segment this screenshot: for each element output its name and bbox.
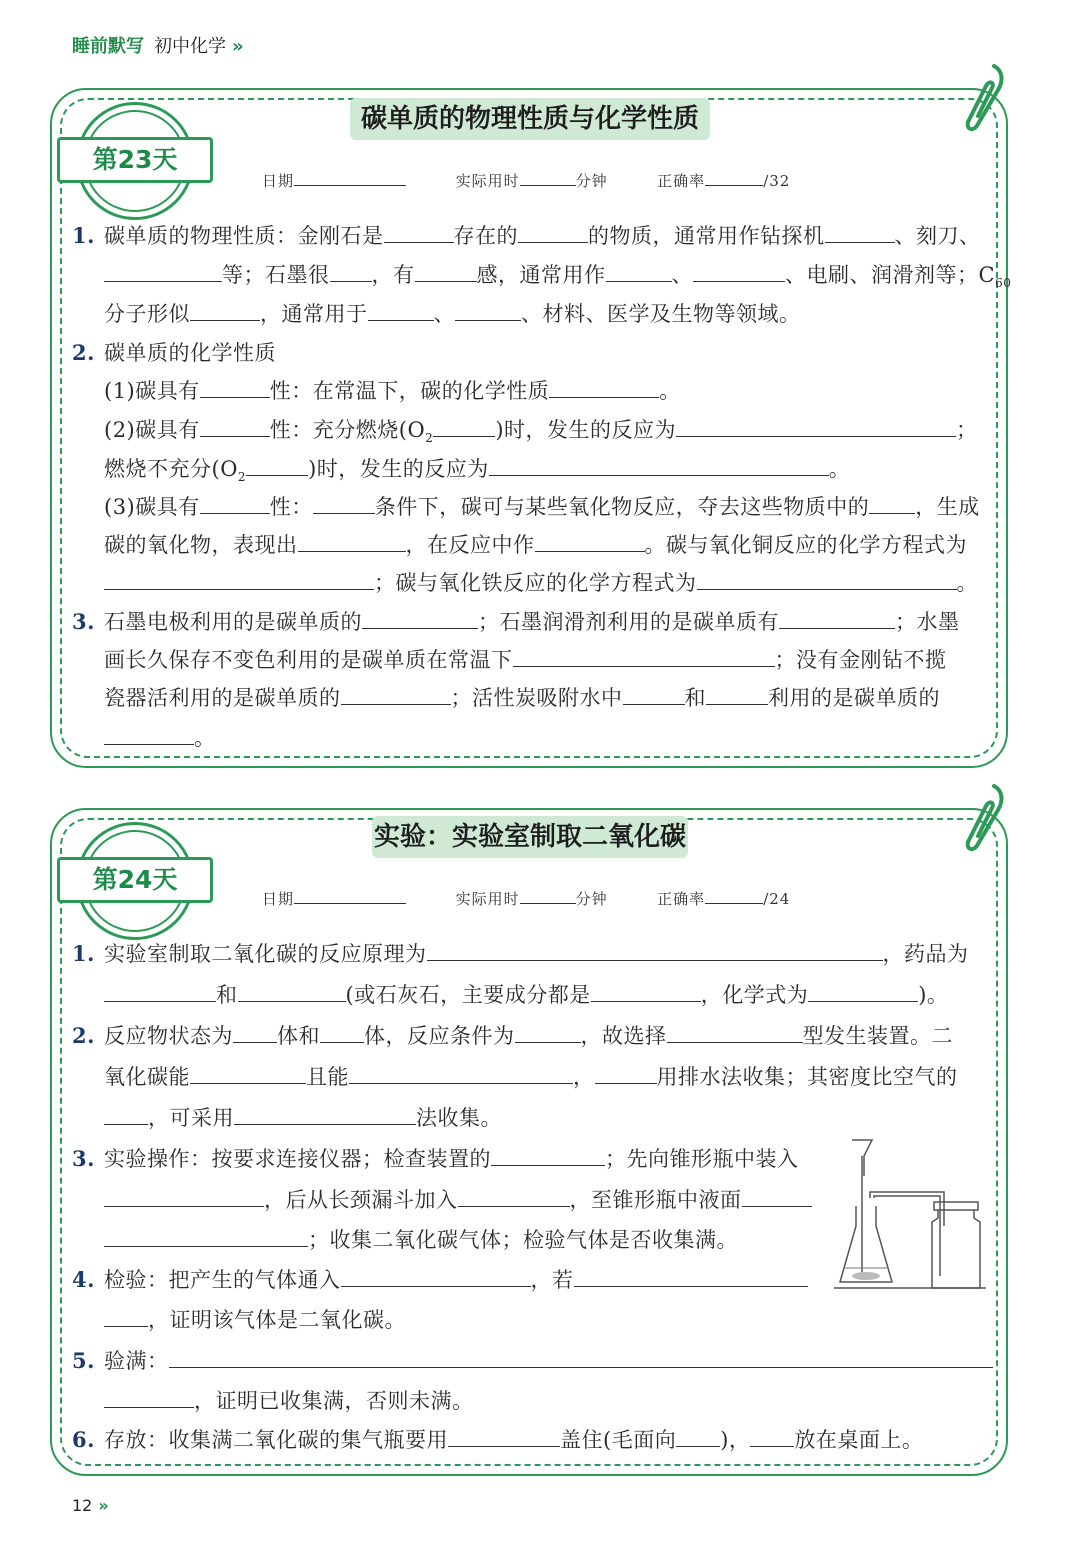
day23-title: 碳单质的物理性质与化学性质 (350, 98, 710, 140)
blank[interactable] (200, 379, 270, 398)
text: ，故选择 (580, 1024, 667, 1048)
date-label: 日期 (262, 172, 295, 190)
text: ； (956, 418, 978, 442)
time-unit: 分钟 (575, 172, 608, 190)
blank[interactable] (693, 263, 785, 282)
blank[interactable] (238, 983, 346, 1002)
accuracy-label: 正确率 (657, 172, 706, 190)
day24-q5-line1 (72, 1345, 993, 1375)
text: 实验室制取二氧化碳的反应原理为 (104, 942, 427, 966)
q-number: 1. (72, 941, 95, 966)
day24-q4-line2 (104, 1304, 406, 1334)
day24-q3-line1 (72, 1143, 799, 1173)
time-blank[interactable] (520, 889, 576, 904)
day23-q2-title (72, 337, 276, 367)
text: )时，发生的反应为 (308, 457, 489, 481)
day23-q1-line2 (104, 259, 1011, 290)
blank[interactable] (491, 1147, 605, 1166)
day24-meta (262, 888, 790, 909)
accuracy-total: /32 (763, 172, 791, 190)
blank[interactable] (515, 1024, 581, 1043)
text: 且能 (306, 1065, 349, 1089)
blank[interactable] (104, 983, 216, 1002)
subscript: 2 (425, 431, 434, 446)
q-number: 2. (72, 1023, 95, 1048)
blank[interactable] (234, 1106, 416, 1125)
day23-q2-p2-line2 (104, 453, 850, 484)
text: 燃烧不充分(O (104, 457, 238, 481)
blank[interactable] (750, 1428, 794, 1447)
q-number: 6. (72, 1427, 95, 1452)
blank[interactable] (606, 263, 672, 282)
blank[interactable] (427, 942, 883, 961)
subscript: 2 (237, 470, 247, 485)
blank[interactable] (513, 648, 775, 667)
blank[interactable] (104, 1389, 194, 1408)
blank[interactable] (595, 1065, 657, 1084)
text: ；水墨 (895, 610, 960, 634)
chevron-icon: » (232, 36, 244, 57)
text: (3)碳具有 (104, 495, 200, 519)
blank[interactable] (808, 983, 918, 1002)
text: )。 (918, 983, 949, 1007)
text: )， (720, 1428, 751, 1452)
day23-q2-p2-line1 (104, 414, 978, 445)
day24-badge (76, 822, 194, 940)
text: 等；石墨很 (222, 263, 330, 287)
blank[interactable] (706, 686, 768, 705)
text: ，证明该气体是二氧化碳。 (148, 1308, 406, 1332)
blank[interactable] (104, 1228, 308, 1247)
text: ，后从长颈漏斗加入 (264, 1188, 458, 1212)
text: 石墨电极利用的是碳单质的 (104, 610, 362, 634)
blank[interactable] (341, 1268, 531, 1287)
text: 和 (216, 983, 238, 1007)
text: 碳单质的化学性质 (104, 341, 276, 365)
blank[interactable] (362, 610, 478, 629)
day24-q1-line1 (72, 938, 969, 968)
blank[interactable] (549, 379, 659, 398)
text: ，可采用 (148, 1106, 234, 1130)
text: 性：充分燃烧(O (269, 418, 426, 442)
text: 利用的是碳单质的 (768, 686, 940, 710)
q-number: 1. (72, 223, 95, 248)
page-number (72, 1496, 109, 1515)
day23-q2-p3-line1 (104, 491, 980, 521)
text: 性： (269, 495, 313, 519)
co2-apparatus-illustration (834, 1136, 986, 1292)
day24-q2-line1 (72, 1020, 953, 1050)
q-number: 3. (72, 1146, 95, 1171)
blank[interactable] (574, 1268, 808, 1287)
text: ；没有金刚钻不揽 (774, 648, 947, 672)
day24-q4-line1 (72, 1264, 808, 1294)
blank[interactable] (190, 302, 260, 321)
text: 。 (194, 726, 216, 750)
day24-q3-line3 (104, 1224, 738, 1254)
time-blank[interactable] (520, 171, 576, 186)
day23-badge-label: 第23天 (57, 137, 213, 183)
day24-title: 实验：实验室制取二氧化碳 (372, 816, 688, 858)
text: ， (573, 1065, 595, 1089)
blank[interactable] (104, 1308, 148, 1327)
text: ，若 (530, 1268, 574, 1292)
text: 体，反应条件为 (364, 1024, 515, 1048)
text: (1)碳具有 (104, 379, 200, 403)
blank[interactable] (433, 418, 495, 437)
blank[interactable] (697, 571, 957, 590)
text: ；碳与氧化铁反应的化学方程式为 (374, 571, 697, 595)
q-number: 4. (72, 1267, 95, 1292)
blank[interactable] (535, 533, 645, 552)
blank[interactable] (104, 571, 374, 590)
text: 感，通常用作 (476, 263, 606, 287)
blank[interactable] (341, 686, 451, 705)
text: 分子形似 (104, 302, 190, 326)
blank[interactable] (368, 302, 434, 321)
blank[interactable] (169, 1349, 993, 1368)
subject-title: 初中化学 (154, 36, 226, 57)
text: ；收集二氧化碳气体；检验气体是否收集满。 (308, 1228, 738, 1252)
blank[interactable] (330, 263, 372, 282)
accuracy-blank[interactable] (705, 171, 763, 186)
text: (2)碳具有 (104, 418, 200, 442)
text: 、刻刀、 (894, 224, 981, 248)
blank[interactable] (489, 457, 829, 476)
text: 条件下，碳可与某些氧化物反应，夺去这些物质中的 (374, 495, 870, 519)
blank[interactable] (825, 224, 895, 243)
text: 法收集。 (416, 1106, 502, 1130)
day23-q2-p3-line3 (104, 567, 978, 597)
chevron-icon: » (98, 1496, 109, 1515)
text: 。 (659, 379, 681, 403)
day24-q6-line1 (72, 1424, 923, 1454)
blank[interactable] (313, 495, 375, 514)
text: 氧化碳能 (104, 1065, 190, 1089)
day23-q1-line1 (72, 220, 981, 250)
text: ，有 (371, 263, 415, 287)
blank[interactable] (200, 418, 270, 437)
text: 和 (684, 686, 706, 710)
day23-q3-line4 (104, 722, 216, 752)
q-number: 3. (72, 609, 95, 634)
blank[interactable] (779, 610, 895, 629)
blank[interactable] (455, 302, 521, 321)
blank[interactable] (415, 263, 477, 282)
text: 存在的 (453, 224, 518, 248)
blank[interactable] (349, 1065, 573, 1084)
blank[interactable] (104, 1106, 148, 1125)
brand-title: 睡前默写 (72, 36, 144, 57)
blank[interactable] (200, 495, 270, 514)
text: 、 (433, 302, 455, 326)
text: 实验操作：按要求连接仪器；检查装置的 (104, 1147, 491, 1171)
blank[interactable] (448, 1428, 560, 1447)
text: )时，发生的反应为 (495, 418, 677, 442)
day24-badge-label: 第24天 (57, 857, 213, 903)
text: ，证明已收集满，否则未满。 (194, 1389, 474, 1413)
text: 的物质，通常用作钻探机 (588, 224, 825, 248)
date-blank[interactable] (294, 889, 406, 904)
text: ；石墨润滑剂利用的是碳单质有 (478, 610, 779, 634)
text: ；活性炭吸附水中 (450, 686, 623, 710)
text: 画长久保存不变色利用的是碳单质在常温下 (104, 648, 513, 672)
day23-q3-line1 (72, 606, 960, 636)
day23-q2-p3-line2 (104, 529, 967, 559)
blank[interactable] (104, 263, 222, 282)
day23-q2-p1 (104, 375, 681, 405)
day23-q1-line3 (104, 298, 801, 328)
text: 用排水法收集；其密度比空气的 (656, 1065, 958, 1089)
text: ，至锥形瓶中液面 (569, 1188, 742, 1212)
blank[interactable] (742, 1188, 812, 1207)
text: 、电刷、润滑剂等；C (785, 263, 996, 287)
text: 体和 (277, 1024, 320, 1048)
day24-q5-line2 (104, 1385, 474, 1415)
text: ，化学式为 (700, 983, 809, 1007)
text: 瓷器活利用的是碳单质的 (104, 686, 341, 710)
text: 验满： (104, 1349, 169, 1373)
text: 性：在常温下，碳的化学性质 (269, 379, 550, 403)
blank[interactable] (676, 1428, 720, 1447)
text: 反应物状态为 (104, 1024, 233, 1048)
text: 存放：收集满二氧化碳的集气瓶要用 (104, 1428, 448, 1452)
time-unit: 分钟 (575, 890, 608, 908)
accuracy-label: 正确率 (657, 890, 706, 908)
blank[interactable] (190, 1065, 306, 1084)
q-number: 2. (72, 340, 95, 365)
day24-q2-line2 (104, 1061, 958, 1091)
text: 放在桌面上。 (794, 1428, 924, 1452)
day23-badge (76, 102, 194, 220)
page-number-text: 12 (72, 1496, 93, 1515)
text: 、 (671, 263, 693, 287)
blank[interactable] (320, 1024, 364, 1043)
blank[interactable] (676, 418, 956, 437)
day23-q3-line3 (104, 682, 940, 712)
accuracy-blank[interactable] (705, 889, 763, 904)
text: ，生成 (915, 495, 980, 519)
day23-meta (262, 170, 790, 191)
text: 、材料、医学及生物等领域。 (521, 302, 801, 326)
day24-q1-line2 (104, 979, 948, 1009)
text: ，通常用于 (260, 302, 368, 326)
text: 。 (956, 571, 978, 595)
text: 碳单质的物理性质：金刚石是 (104, 224, 384, 248)
text: (或石灰石，主要成分都是 (345, 983, 591, 1007)
blank[interactable] (869, 495, 915, 514)
time-label: 实际用时 (455, 172, 520, 190)
blank[interactable] (104, 726, 194, 745)
text: 碳的氧化物，表现出 (104, 533, 298, 557)
text: ，药品为 (882, 942, 969, 966)
blank[interactable] (384, 224, 454, 243)
text: 型发生装置。二 (802, 1024, 953, 1048)
running-header (72, 32, 244, 58)
blank[interactable] (233, 1024, 277, 1043)
blank[interactable] (667, 1024, 803, 1043)
blank[interactable] (623, 686, 685, 705)
text: 检验：把产生的气体通入 (104, 1268, 341, 1292)
q-number: 5. (72, 1348, 95, 1373)
text: 盖住(毛面向 (560, 1428, 677, 1452)
text: 。 (828, 457, 851, 481)
paperclip-icon (964, 780, 1006, 870)
date-label: 日期 (262, 890, 295, 908)
blank[interactable] (298, 533, 406, 552)
day23-q3-line2 (104, 644, 947, 674)
subscript: 60 (995, 276, 1012, 291)
date-blank[interactable] (294, 171, 406, 186)
text: ；先向锥形瓶中装入 (605, 1147, 799, 1171)
paperclip-icon (964, 60, 1006, 150)
text: ，在反应中作 (405, 533, 535, 557)
text: 。碳与氧化铜反应的化学方程式为 (644, 533, 967, 557)
blank[interactable] (104, 1188, 264, 1207)
blank[interactable] (518, 224, 588, 243)
blank[interactable] (246, 457, 308, 476)
accuracy-total: /24 (763, 890, 791, 908)
blank[interactable] (591, 983, 701, 1002)
day24-q2-line3 (104, 1102, 502, 1132)
blank[interactable] (458, 1188, 570, 1207)
day24-q3-line2 (104, 1184, 812, 1214)
time-label: 实际用时 (455, 890, 520, 908)
